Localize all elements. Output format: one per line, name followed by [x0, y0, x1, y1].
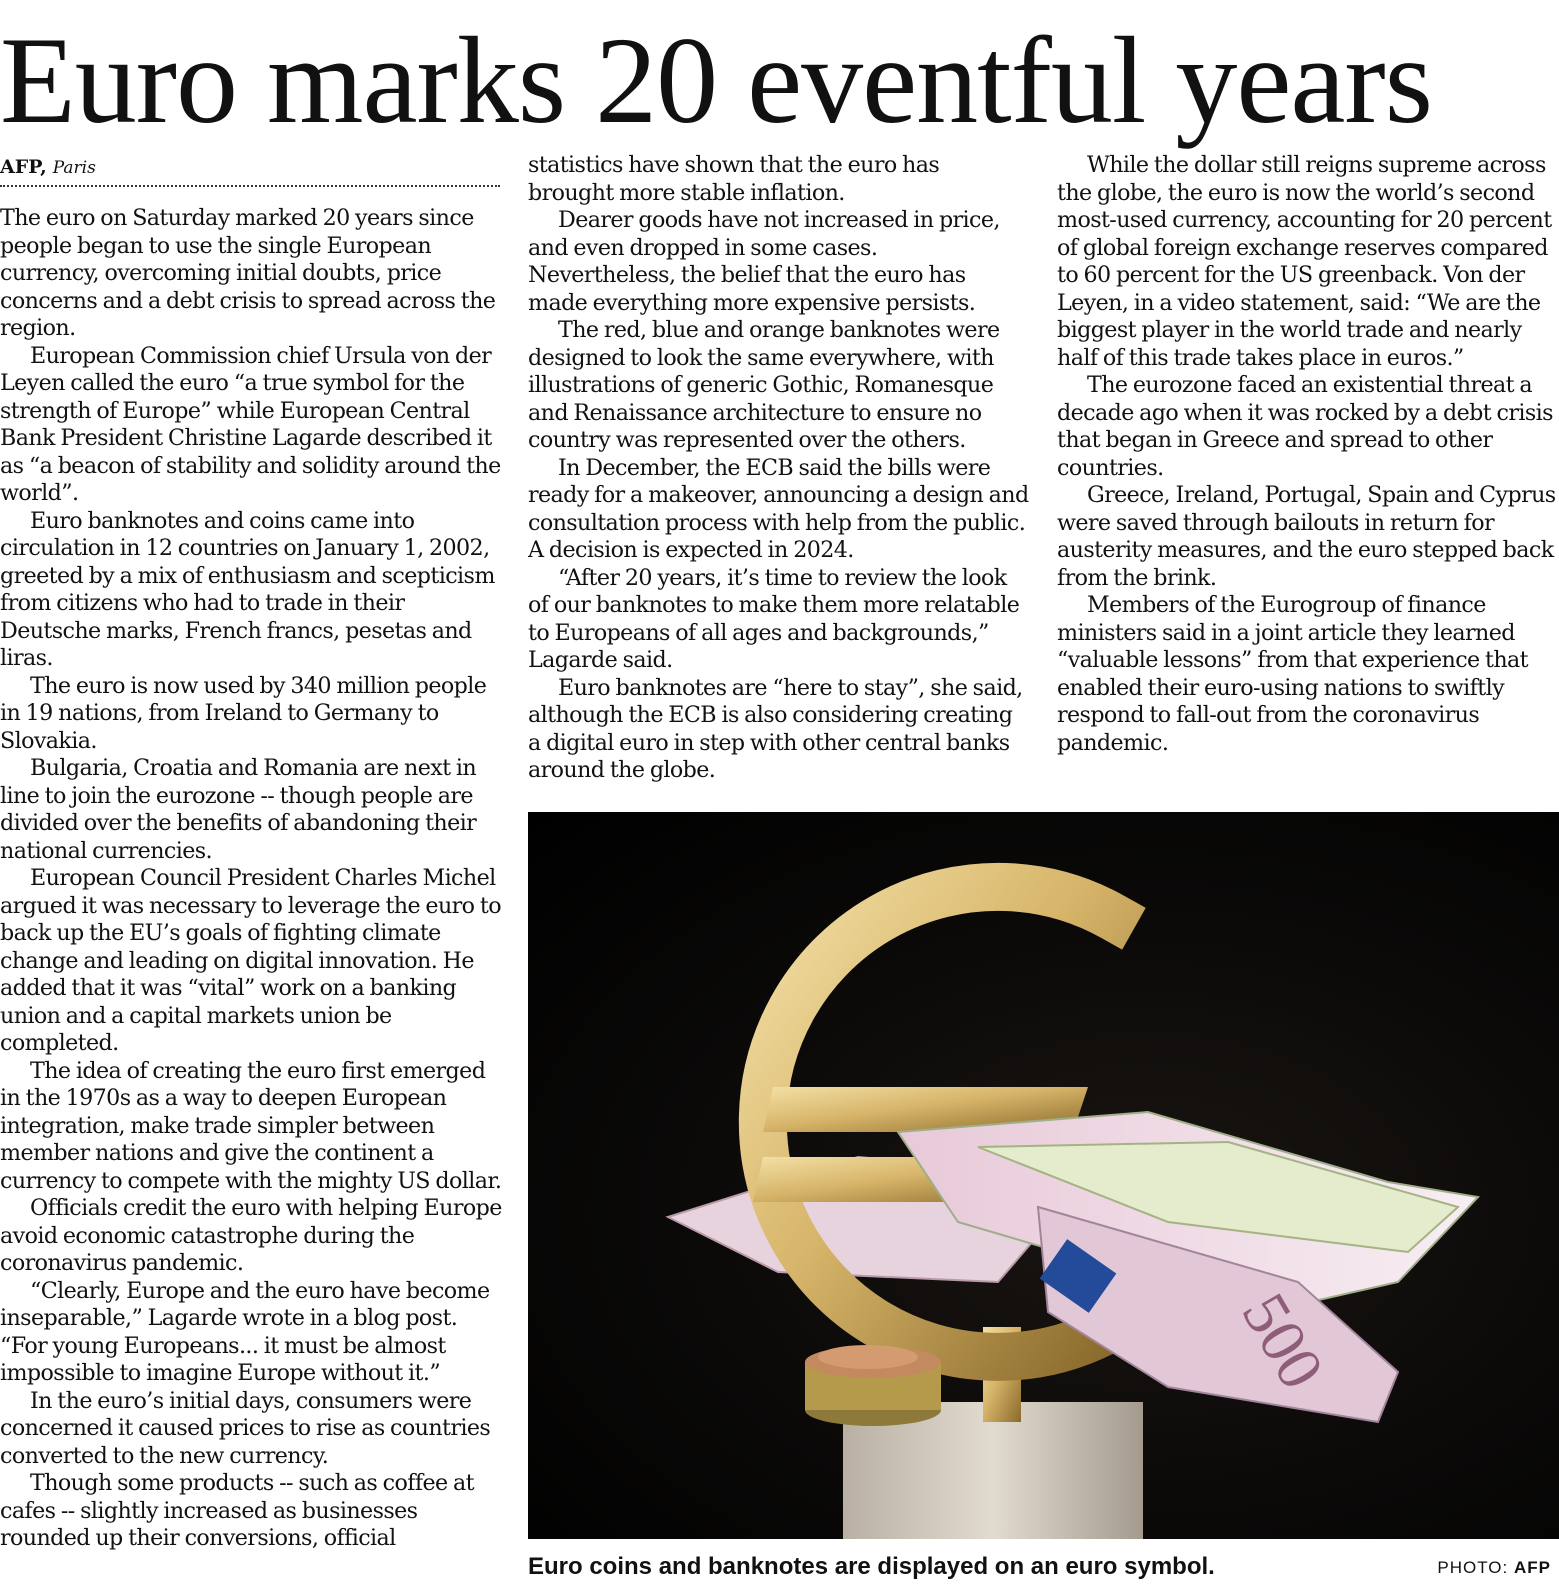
paragraph: Dearer goods have not increased in price, and even dropped in some cases. Nevertheless, the belief that the euro has made everything more expensive persists.	[528, 207, 1000, 316]
paragraph: While the dollar still reigns supreme across the globe, the euro is now the world’s second most-used currency, accounting for 20 percent of global foreign exchange reserves compared to 60 percent for the US greenback. Von der Leyen, in a video statement, said: “We are the biggest player in the world trade and nearly half of this trade takes place in euros.”	[1057, 152, 1552, 371]
paragraph: The eurozone faced an existential threat a decade ago when it was rocked by a debt crisis that began in Greece and spread to other countries.	[1057, 372, 1553, 481]
byline-agency: AFP,	[0, 156, 47, 178]
paragraph: In the euro’s initial days, consumers were concerned it caused prices to rise as countries converted to the new currency.	[0, 1387, 491, 1469]
photo-credit	[1437, 1558, 1551, 1578]
paragraph: In December, the ECB said the bills were ready for a makeover, announcing a design and consultation process with help from the public. A decision is expected in 2024.	[528, 454, 1029, 563]
paragraph: Greece, Ireland, Portugal, Spain and Cyprus were saved through bailouts in return for austerity measures, and the euro stepped back from the brink.	[1057, 482, 1556, 591]
paragraph: Bulgaria, Croatia and Romania are next in line to join the eurozone -- though people are divided over the benefits of abandoning their national currencies.	[0, 755, 477, 864]
paragraph: Euro banknotes are “here to stay”, she said, although the ECB is also considering creating a digital euro in step with other central banks around the globe.	[528, 674, 1023, 783]
article-column-1	[0, 205, 502, 1590]
banknote-500-label: 500	[1228, 1281, 1339, 1401]
photo-caption: Euro coins and banknotes are displayed on an euro symbol.	[528, 1553, 1215, 1580]
paragraph: Members of the Eurogroup of finance ministers said in a joint article they learned “valuable lessons” from that experience that enabled their euro-using nations to swiftly respond to fall-out from the coronavirus pandemic.	[1057, 592, 1528, 756]
coin-top-copper	[818, 1345, 918, 1369]
byline	[0, 156, 500, 187]
paragraph: The euro is now used by 340 million people in 19 nations, from Ireland to Germany to Slovakia.	[0, 672, 487, 754]
article-photo	[528, 812, 1559, 1539]
paragraph: European Commission chief Ursula von der Leyen called the euro “a true symbol for the strength of Europe” while European Central Bank President Christine Lagarde described it as “a beacon of stability and solidity around the world”.	[0, 342, 501, 506]
paragraph: statistics have shown that the euro has brought more stable inflation.	[528, 152, 940, 206]
paragraph: Officials credit the euro with helping Europe avoid economic catastrophe during the coronavirus pandemic.	[0, 1195, 502, 1276]
paragraph: Euro banknotes and coins came into circulation in 12 countries on January 1, 2002, greeted by a mix of enthusiasm and scepticism from citizens who had to trade in their Deutsche marks, French francs, pesetas and liras.	[0, 507, 495, 671]
paragraph: The euro on Saturday marked 20 years since people began to use the single European currency, overcoming initial doubts, price concerns and a debt crisis to spread across the region.	[0, 205, 496, 341]
paragraph: The idea of creating the euro first emerged in the 1970s as a way to deepen European integration, make trade simpler between member nations and give the continent a currency to compete with the mighty US dollar.	[0, 1057, 502, 1194]
paragraph: Though some products -- such as coffee at cafes -- slightly increased as businesses rounded up their conversions, official	[0, 1470, 474, 1551]
byline-location: Paris	[52, 158, 96, 178]
paragraph: “After 20 years, it’s time to review the look of our banknotes to make them more relatable to Europeans of all ages and backgrounds,” Lagarde said.	[528, 564, 1020, 673]
paragraph: European Council President Charles Michel argued it was necessary to leverage the euro to back up the EU’s goals of fighting climate change and leading on digital innovation. He added that it was “vital” work on a banking union and a capital markets union be completed.	[0, 865, 501, 1056]
paragraph: “Clearly, Europe and the euro have become inseparable,” Lagarde wrote in a blog post. “For young Europeans... it must be almost impossible to imagine Europe without it.”	[0, 1277, 490, 1386]
article-column-3	[1057, 152, 1559, 797]
photo-credit-label: PHOTO:	[1437, 1558, 1509, 1577]
photo-credit-source: AFP	[1514, 1558, 1551, 1577]
headline: Euro marks 20 eventful years	[0, 12, 1432, 149]
paragraph: The red, blue and orange banknotes were designed to look the same everywhere, with illustrations of generic Gothic, Romanesque and Renaissance architecture to ensure no country was represented over the others.	[528, 317, 1000, 453]
article-column-2	[528, 152, 1030, 797]
